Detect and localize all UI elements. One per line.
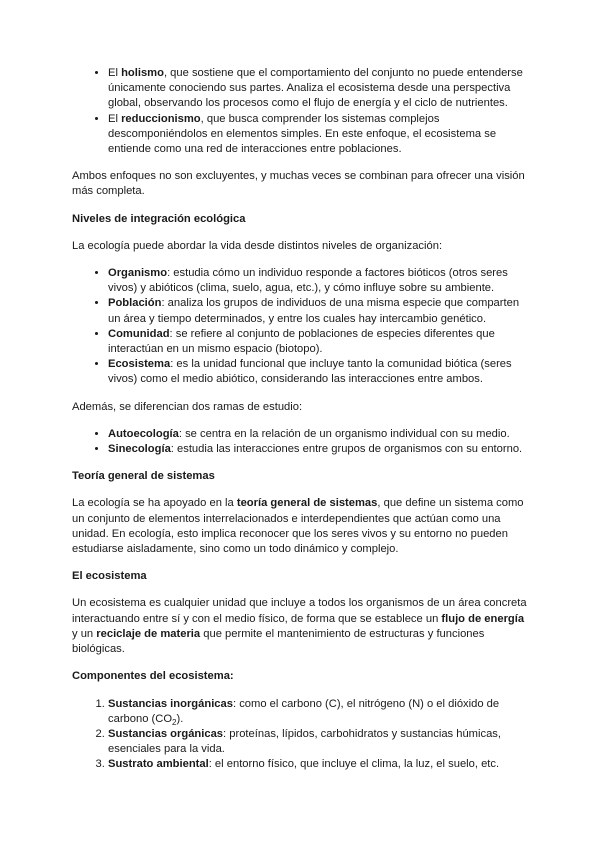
list-item: 3. Sustrato ambiental: el entorno físico, que incluye el clima, la luz, el suelo, etc. (108, 757, 530, 772)
list-item: • El reduccionismo, que busca comprender los sistemas complejos descomponiéndolos en elementos simples. En este enfoque, el ecosistema se entiende como una red de interacciones entre poblaciones. (108, 112, 530, 158)
paragraph: La ecología se ha apoyado en la teoría general de sistemas, que define un sistema como un conjunto de elementos interrelacionados e interdependientes que actúan como una unidad. En ecología, esto implica reconocer que los seres vivos y su entorno no pueden estudiarse aisladamente, sino como un todo dinámico y complejo. (72, 497, 524, 556)
list-item: • Población: analiza los grupos de individuos de una misma especie que comparten un área y tiempo determinados, y entre los cuales hay intercambio genético. (108, 296, 530, 326)
section-heading: Teoría general de sistemas (72, 470, 215, 483)
list-item: 2. Sustancias orgánicas: proteínas, lípidos, carbohidratos y sustancias húmicas, esenciales para la vida. (108, 727, 530, 757)
approaches-list (72, 66, 530, 157)
section-heading: Componentes del ecosistema: (72, 670, 234, 683)
levels-list (72, 266, 530, 388)
paragraph: La ecología puede abordar la vida desde distintos niveles de organización: (72, 239, 443, 252)
list-item: • Autoecología: se centra en la relación de un organismo individual con su medio. (108, 427, 530, 442)
document-page (72, 66, 530, 785)
section-heading: El ecosistema (72, 570, 147, 583)
list-item: • Sinecología: estudia las interacciones entre grupos de organismos con su entorno. (108, 442, 530, 457)
section-heading: Niveles de integración ecológica (72, 212, 246, 225)
paragraph: Un ecosistema es cualquier unidad que incluye a todos los organismos de un área concreta interactuando entre sí y con el medio físico, de forma que se establece un flujo de energía y un reciclaje de materia que permite el mantenimiento de estructuras y funciones biológicas. (72, 597, 527, 656)
list-item: • Ecosistema: es la unidad funcional que incluye tanto la comunidad biótica (seres vivos) como el medio abiótico, considerando las interacciones entre ambos. (108, 357, 530, 387)
components-list (72, 697, 530, 773)
branches-list (72, 427, 530, 457)
paragraph: Además, se diferencian dos ramas de estudio: (72, 400, 303, 413)
list-item: • Organismo: estudia cómo un individuo responde a factores bióticos (otros seres vivos) y abióticos (clima, suelo, agua, etc.), y cómo influye sobre su ambiente. (108, 266, 530, 296)
list-item: • El holismo, que sostiene que el comportamiento del conjunto no puede entenderse únicamente conociendo sus partes. Analiza el ecosistema desde una perspectiva global, observando los procesos como el flujo de energía y el ciclo de nutrientes. (108, 66, 530, 112)
list-item: 1. Sustancias inorgánicas: como el carbono (C), el nitrógeno (N) o el dióxido de carbono $(CO_2)$. (108, 697, 530, 727)
list-item: • Comunidad: se refiere al conjunto de poblaciones de especies diferentes que interactúan en un mismo espacio (biotopo). (108, 327, 530, 357)
paragraph: Ambos enfoques no son excluyentes, y muchas veces se combinan para ofrecer una visión más completa. (72, 170, 525, 198)
